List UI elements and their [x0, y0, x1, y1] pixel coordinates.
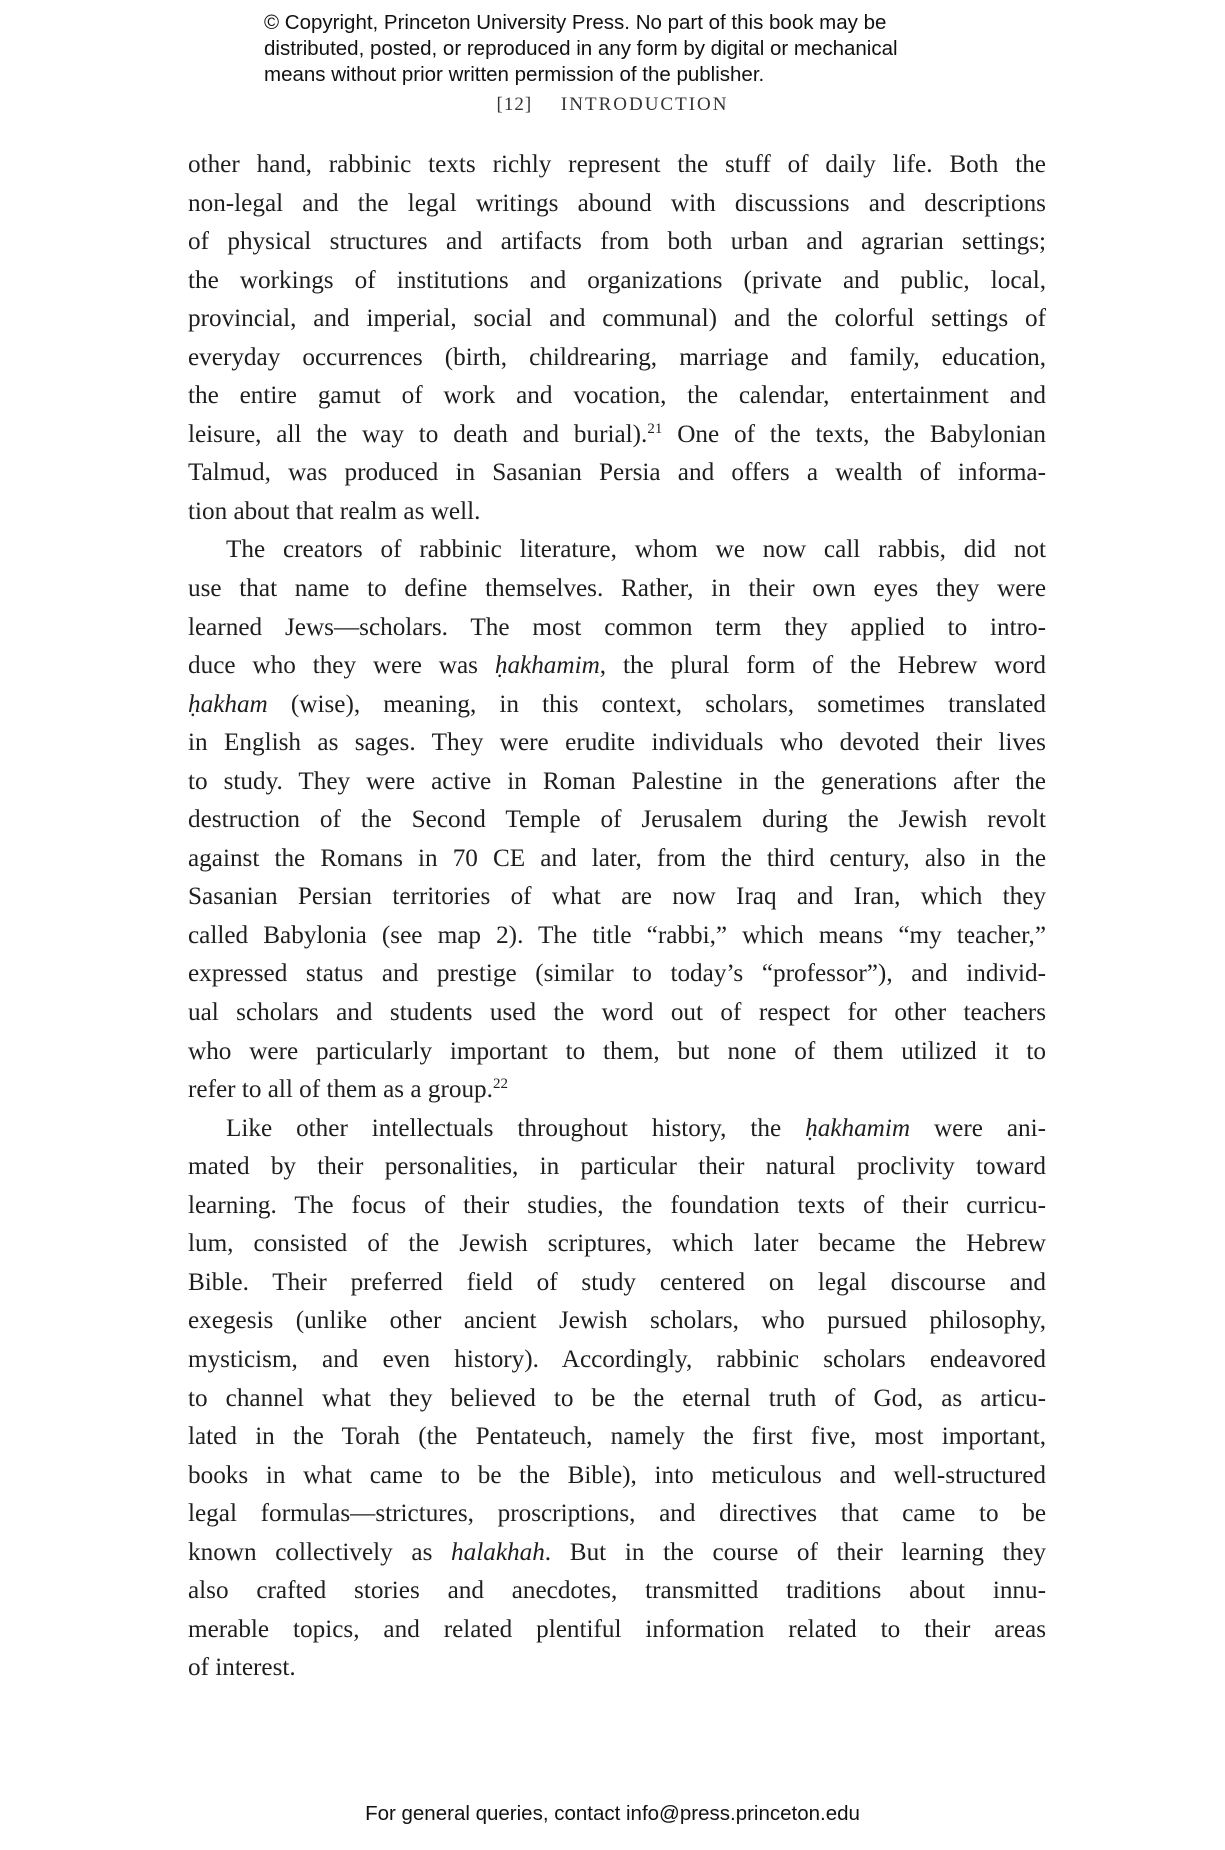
text-line: non-legal and the legal writings abound with discussions and descriptions: [188, 189, 1046, 217]
text-line: against the Romans in 70 CE and later, from the third century, also in the: [188, 844, 1046, 872]
text-line: also crafted stories and anecdotes, transmitted traditions about innu-: [188, 1577, 1046, 1605]
text-line: tion about that realm as well.: [188, 497, 481, 525]
text-line: to study. They were active in Roman Palestine in the generations after the: [188, 767, 1046, 795]
text-line: lum, consisted of the Jewish scriptures, which later became the Hebrew: [188, 1230, 1046, 1258]
text-line: everyday occurrences (birth, childrearing, marriage and family, education,: [188, 343, 1046, 371]
text-line: mated by their personalities, in particular their natural proclivity toward: [188, 1153, 1046, 1181]
footnote-marker[interactable]: 21: [647, 420, 663, 437]
text-line: lated in the Torah (the Pentateuch, namely the first five, most important,: [188, 1423, 1046, 1451]
italic-term: ḥakhamim: [805, 1114, 911, 1142]
text-line: Bible. Their preferred field of study centered on legal discourse and: [188, 1268, 1046, 1296]
text-line: known collectively as halakhah. But in the course of their learning they: [188, 1538, 1046, 1566]
copyright-line: © Copyright, Princeton University Press. No part of this book may be: [264, 11, 887, 34]
text-line: other hand, rabbinic texts richly represent the stuff of daily life. Both the: [188, 151, 1046, 178]
text-line: books in what came to be the Bible), into meticulous and well-structured: [188, 1461, 1046, 1489]
text-line: the entire gamut of work and vocation, the calendar, entertainment and: [188, 382, 1046, 410]
text-line: Sasanian Persian territories of what are now Iraq and Iran, which they: [188, 883, 1046, 911]
text-line: the workings of institutions and organizations (private and public, local,: [188, 266, 1046, 294]
text-line: who were particularly important to them, but none of them utilized it to: [188, 1037, 1046, 1065]
text-line: refer to all of them as a group.$^{22}$: [188, 1076, 508, 1104]
italic-term: halakhah: [451, 1538, 545, 1566]
text-line: of physical structures and artifacts from both urban and agrarian settings;: [188, 228, 1046, 256]
italic-term: ḥakhamim: [494, 652, 600, 680]
text-line: duce who they were was ḥakhamim, the plural form of the Hebrew word: [188, 652, 1047, 680]
paragraph: [188, 531, 1046, 1109]
running-head: [0, 94, 1225, 116]
footer-contact: For general queries, contact info@press.princeton.edu: [365, 1802, 860, 1825]
section-title: INTRODUCTION: [560, 94, 729, 115]
text-line: ual scholars and students used the word out of respect for other teachers: [188, 999, 1046, 1027]
text-line: called Babylonia (see map 2). The title “rabbi,” which means “my teacher,”: [188, 921, 1046, 949]
text-line: of interest.: [188, 1654, 296, 1682]
page-number: [12]: [496, 94, 533, 115]
text-line: leisure, all the way to death and burial).$^{21}$ One of the texts, the Babylonian: [188, 420, 1046, 448]
text-line: mysticism, and even history). Accordingly, rabbinic scholars endeavored: [188, 1345, 1046, 1373]
text-line: destruction of the Second Temple of Jerusalem during the Jewish revolt: [188, 806, 1046, 834]
text-line: ḥakham (wise), meaning, in this context, scholars, sometimes translated: [188, 690, 1046, 718]
footnote-marker[interactable]: 22: [492, 1076, 508, 1093]
text-line: Like other intellectuals throughout history, the ḥakhamim were ani-: [226, 1114, 1046, 1142]
text-line: learned Jews—scholars. The most common term they applied to intro-: [188, 613, 1046, 641]
text-line: merable topics, and related plentiful information related to their areas: [188, 1615, 1046, 1643]
text-line: The creators of rabbinic literature, whom we now call rabbis, did not: [226, 536, 1046, 564]
copyright-line: means without prior written permission of the publisher.: [264, 63, 765, 86]
paragraph: [188, 1110, 1046, 1688]
copyright-line: distributed, posted, or reproduced in any form by digital or mechanical: [264, 37, 898, 60]
text-line: learning. The focus of their studies, the foundation texts of their curricu-: [188, 1191, 1046, 1219]
body-text: [188, 146, 1046, 1688]
text-line: provincial, and imperial, social and communal) and the colorful settings of: [188, 305, 1046, 333]
copyright-notice: [264, 10, 984, 88]
paragraph: [188, 146, 1046, 531]
text-line: legal formulas—strictures, proscriptions, and directives that came to be: [188, 1500, 1046, 1528]
text-line: exegesis (unlike other ancient Jewish scholars, who pursued philosophy,: [188, 1307, 1046, 1335]
text-line: expressed status and prestige (similar to today’s “professor”), and individ-: [188, 960, 1046, 988]
text-line: to channel what they believed to be the eternal truth of God, as articu-: [188, 1384, 1046, 1412]
text-line: use that name to define themselves. Rather, in their own eyes they were: [188, 575, 1046, 603]
text-line: Talmud, was produced in Sasanian Persia and offers a wealth of informa-: [188, 459, 1046, 487]
italic-term: ḥakham: [188, 690, 268, 718]
text-line: in English as sages. They were erudite individuals who devoted their lives: [188, 729, 1046, 757]
